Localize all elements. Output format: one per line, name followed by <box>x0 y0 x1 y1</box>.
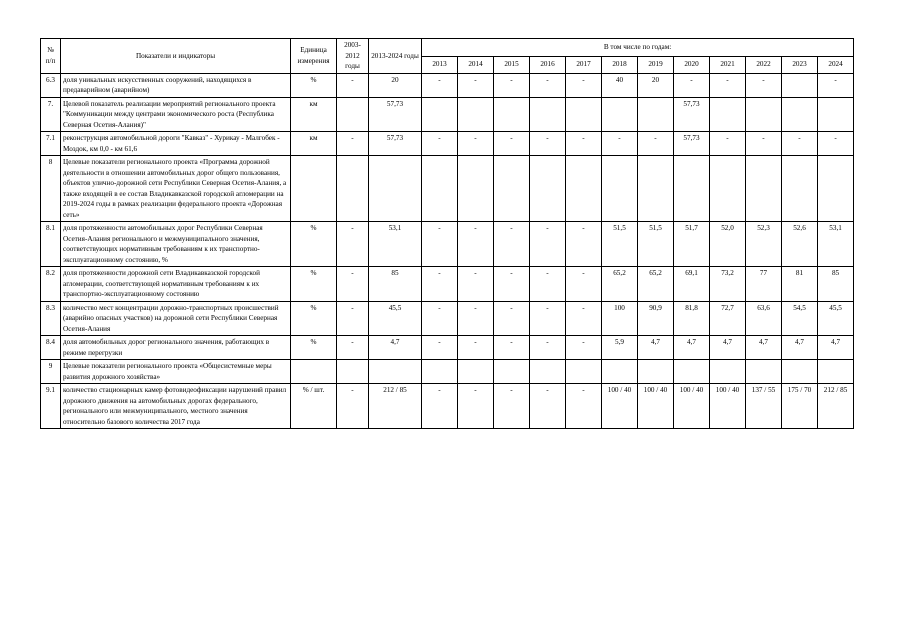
year-value <box>818 156 854 222</box>
value-2003-2012 <box>337 156 369 222</box>
indicator-name: доля протяженности дорожной сети Владикавказской городской агломерации, соответствующей нормативным требованиям к их транспортно-эксплуатационному состоянию <box>61 267 291 302</box>
indicator-name: количество стационарных камер фотовидеофиксации нарушений правил дорожного движения на автомобильных дорогах федерального, регионального или межмуниципального, местного значения относительно базового количества 2017 года <box>61 384 291 429</box>
year-value: - <box>566 301 602 336</box>
header-year: 2016 <box>530 56 566 73</box>
indicator-name: Целевой показатель реализации мероприятий регионального проекта "Коммуникации между центрами экономического роста (Республика Северная Осетия-Алания)" <box>61 97 291 132</box>
unit-cell: % / шт. <box>291 384 337 429</box>
year-value: 72,7 <box>710 301 746 336</box>
indicators-table <box>40 38 854 429</box>
unit-cell: % <box>291 267 337 302</box>
year-value: - <box>458 336 494 360</box>
year-value <box>746 97 782 132</box>
table-row <box>41 360 854 384</box>
row-number: 7.1 <box>41 132 61 156</box>
row-number: 6.3 <box>41 73 61 97</box>
value-2003-2012: - <box>337 73 369 97</box>
year-value: 45,5 <box>818 301 854 336</box>
year-value: - <box>566 336 602 360</box>
year-value: 73,2 <box>710 267 746 302</box>
year-value: 20 <box>638 73 674 97</box>
unit-cell: км <box>291 132 337 156</box>
year-value: 137 / 55 <box>746 384 782 429</box>
year-value: 57,73 <box>674 132 710 156</box>
header-year: 2020 <box>674 56 710 73</box>
year-value <box>746 156 782 222</box>
value-2013-2024: 57,73 <box>369 132 422 156</box>
header-year: 2024 <box>818 56 854 73</box>
unit-cell: % <box>291 336 337 360</box>
year-value <box>638 156 674 222</box>
indicator-name: реконструкция автомобильной дороги "Кавказ" - Хурикау - Малгобек - Моздок, км 0,0 - км 61,6 <box>61 132 291 156</box>
year-value: - <box>746 132 782 156</box>
year-value: - <box>494 222 530 267</box>
year-value <box>458 156 494 222</box>
year-value <box>674 360 710 384</box>
year-value <box>638 360 674 384</box>
year-value: - <box>818 132 854 156</box>
year-value: 52,0 <box>710 222 746 267</box>
header-year: 2018 <box>602 56 638 73</box>
year-value <box>602 360 638 384</box>
header-year: 2013 <box>422 56 458 73</box>
year-value <box>710 156 746 222</box>
year-value <box>566 360 602 384</box>
value-2003-2012: - <box>337 301 369 336</box>
year-value: 4,7 <box>782 336 818 360</box>
unit-cell: км <box>291 97 337 132</box>
year-value: 51,7 <box>674 222 710 267</box>
year-value: 4,7 <box>818 336 854 360</box>
year-value <box>422 97 458 132</box>
year-value: - <box>530 132 566 156</box>
year-value: 100 / 40 <box>602 384 638 429</box>
year-value: 51,5 <box>638 222 674 267</box>
year-value: - <box>422 267 458 302</box>
year-value <box>458 97 494 132</box>
indicator-name: Целевые показатели регионального проекта «Общесистемные меры развития дорожного хозяйства» <box>61 360 291 384</box>
row-number: 9 <box>41 360 61 384</box>
value-2013-2024: 57,73 <box>369 97 422 132</box>
year-value <box>494 97 530 132</box>
year-value: - <box>494 336 530 360</box>
year-value: 65,2 <box>638 267 674 302</box>
year-value: - <box>818 73 854 97</box>
year-value <box>422 360 458 384</box>
value-2003-2012: - <box>337 267 369 302</box>
year-value: 100 / 40 <box>710 384 746 429</box>
year-value: - <box>566 222 602 267</box>
row-number: 8.2 <box>41 267 61 302</box>
header-year: 2015 <box>494 56 530 73</box>
indicator-name: количество мест концентрации дорожно-транспортных происшествий (аварийно опасных участков) на дорожной сети Республики Северная Осетия-Алания <box>61 301 291 336</box>
year-value: - <box>422 132 458 156</box>
year-value: 54,5 <box>782 301 818 336</box>
year-value: - <box>458 267 494 302</box>
year-value: 5,9 <box>602 336 638 360</box>
year-value <box>782 73 818 97</box>
unit-cell <box>291 360 337 384</box>
value-2003-2012: - <box>337 132 369 156</box>
unit-cell: % <box>291 73 337 97</box>
table-row <box>41 73 854 97</box>
year-value: - <box>530 384 566 429</box>
year-value <box>818 360 854 384</box>
year-value <box>530 97 566 132</box>
table-row <box>41 267 854 302</box>
header-year: 2023 <box>782 56 818 73</box>
year-value <box>602 156 638 222</box>
year-value: - <box>710 132 746 156</box>
year-value: - <box>422 301 458 336</box>
table-row <box>41 156 854 222</box>
year-value: 40 <box>602 73 638 97</box>
year-value: - <box>566 384 602 429</box>
year-value <box>494 156 530 222</box>
year-value: 175 / 70 <box>782 384 818 429</box>
value-2013-2024: 212 / 85 <box>369 384 422 429</box>
year-value: - <box>782 132 818 156</box>
row-number: 8.3 <box>41 301 61 336</box>
row-number: 8 <box>41 156 61 222</box>
row-number: 7. <box>41 97 61 132</box>
year-value: 4,7 <box>746 336 782 360</box>
document-page <box>40 38 854 429</box>
year-value: 65,2 <box>602 267 638 302</box>
header-period-2013-2024: 2013-2024 годы <box>369 39 422 74</box>
year-value: 77 <box>746 267 782 302</box>
table-row <box>41 132 854 156</box>
year-value: - <box>494 384 530 429</box>
table-row <box>41 222 854 267</box>
header-year: 2014 <box>458 56 494 73</box>
value-2003-2012: - <box>337 222 369 267</box>
year-value <box>494 360 530 384</box>
year-value: - <box>458 73 494 97</box>
value-2003-2012: - <box>337 384 369 429</box>
year-value: - <box>566 132 602 156</box>
year-value: - <box>458 301 494 336</box>
year-value: - <box>494 301 530 336</box>
year-value <box>818 97 854 132</box>
header-year: 2019 <box>638 56 674 73</box>
header-indicator: Показатели и индикаторы <box>61 39 291 74</box>
year-value <box>566 156 602 222</box>
year-value: - <box>422 384 458 429</box>
year-value: - <box>530 73 566 97</box>
year-value: 4,7 <box>674 336 710 360</box>
value-2013-2024: 45,5 <box>369 301 422 336</box>
value-2003-2012 <box>337 97 369 132</box>
year-value: - <box>566 267 602 302</box>
year-value: - <box>458 222 494 267</box>
indicator-name: Целевые показатели регионального проекта «Программа дорожной деятельности в отношении автомобильных дорог общего пользования, объектов улично-дорожной сети Республики Северная Осетия-Алания, а также входящей в ее состав Владикавказской городской агломерации на 2019-2024 годы в рамках реализации федерального проекта «Дорожная сеть» <box>61 156 291 222</box>
year-value <box>422 156 458 222</box>
header-num: № п/п <box>41 39 61 74</box>
header-period-2003-2012: 2003-2012 годы <box>337 39 369 74</box>
year-value <box>710 360 746 384</box>
value-2013-2024: 20 <box>369 73 422 97</box>
year-value: 69,1 <box>674 267 710 302</box>
year-value: 85 <box>818 267 854 302</box>
unit-cell: % <box>291 301 337 336</box>
year-value <box>782 97 818 132</box>
year-value: - <box>530 222 566 267</box>
year-value <box>602 97 638 132</box>
year-value: - <box>494 73 530 97</box>
year-value: 90,9 <box>638 301 674 336</box>
year-value: - <box>638 132 674 156</box>
year-value <box>566 97 602 132</box>
year-value: - <box>746 73 782 97</box>
year-value: - <box>602 132 638 156</box>
year-value: 4,7 <box>638 336 674 360</box>
value-2013-2024: 85 <box>369 267 422 302</box>
year-value <box>674 156 710 222</box>
row-number: 8.1 <box>41 222 61 267</box>
indicator-name: доля уникальных искусственных сооружений, находящихся в предаварийном (аварийном) <box>61 73 291 97</box>
year-value: 52,3 <box>746 222 782 267</box>
year-value: - <box>458 384 494 429</box>
year-value: - <box>422 336 458 360</box>
year-value: - <box>674 73 710 97</box>
year-value <box>710 97 746 132</box>
header-by-years: В том числе по годам: <box>422 39 854 57</box>
year-value <box>782 360 818 384</box>
year-value: 4,7 <box>710 336 746 360</box>
year-value: 57,73 <box>674 97 710 132</box>
year-value: 212 / 85 <box>818 384 854 429</box>
row-number: 8.4 <box>41 336 61 360</box>
year-value: 53,1 <box>818 222 854 267</box>
year-value: 100 / 40 <box>638 384 674 429</box>
year-value: - <box>566 73 602 97</box>
header-year: 2021 <box>710 56 746 73</box>
value-2013-2024 <box>369 156 422 222</box>
year-value: 63,6 <box>746 301 782 336</box>
year-value: - <box>422 222 458 267</box>
header-unit: Единица измерения <box>291 39 337 74</box>
value-2003-2012 <box>337 360 369 384</box>
value-2003-2012: - <box>337 336 369 360</box>
year-value: 100 / 40 <box>674 384 710 429</box>
year-value: - <box>458 132 494 156</box>
year-value: - <box>710 73 746 97</box>
indicator-name: доля протяженности автомобильных дорог Республики Северная Осетия-Алания регионального и межмуниципального значения, соответствующих нормативным требованиям к их транспортно-эксплуатационному состоянию, % <box>61 222 291 267</box>
row-number: 9.1 <box>41 384 61 429</box>
table-body <box>41 73 854 429</box>
year-value: - <box>530 267 566 302</box>
unit-cell: % <box>291 222 337 267</box>
year-value <box>530 156 566 222</box>
year-value <box>530 360 566 384</box>
year-value: 51,5 <box>602 222 638 267</box>
value-2013-2024 <box>369 360 422 384</box>
year-value <box>458 360 494 384</box>
year-value: - <box>530 336 566 360</box>
unit-cell <box>291 156 337 222</box>
header-year: 2017 <box>566 56 602 73</box>
year-value: - <box>494 267 530 302</box>
year-value: - <box>494 132 530 156</box>
year-value: 81 <box>782 267 818 302</box>
indicator-name: доля автомобильных дорог регионального значения, работающих в режиме перегрузки <box>61 336 291 360</box>
table-row <box>41 301 854 336</box>
year-value: 52,6 <box>782 222 818 267</box>
header-year: 2022 <box>746 56 782 73</box>
year-value: 81,8 <box>674 301 710 336</box>
value-2013-2024: 53,1 <box>369 222 422 267</box>
year-value: - <box>530 301 566 336</box>
year-value <box>782 156 818 222</box>
year-value: 100 <box>602 301 638 336</box>
year-value <box>746 360 782 384</box>
year-value: - <box>422 73 458 97</box>
year-value <box>638 97 674 132</box>
value-2013-2024: 4,7 <box>369 336 422 360</box>
table-row <box>41 336 854 360</box>
table-row <box>41 384 854 429</box>
table-row <box>41 97 854 132</box>
